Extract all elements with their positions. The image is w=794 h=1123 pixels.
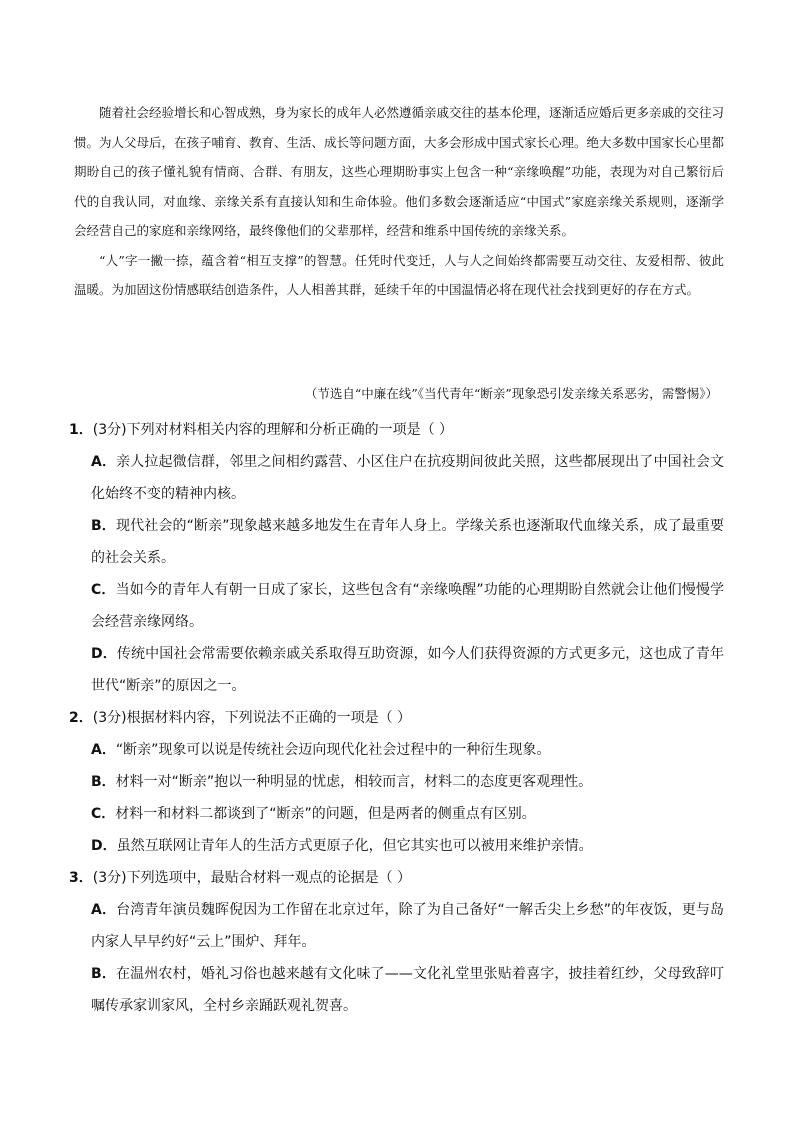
option-text: 虽然互联网让青年人的生活方式更原子化，但它其实也可以被用来维护亲情。 — [116, 838, 593, 854]
question-number: 3． — [69, 870, 93, 886]
option-c[interactable] — [69, 798, 724, 830]
option-text: 现代社会的“断亲”现象越来越多地发生在青年人身上。学缘关系也逐渐取代血缘关系，成了最重要的社会关系。 — [91, 518, 724, 566]
option-letter: C． — [91, 582, 116, 598]
option-text: 在温州农村，婚礼习俗也越来越有文化味了——文化礼堂里张贴着喜字，披挂着红纱，父母致辞叮嘱传承家训家风，全村乡亲踊跃观礼贺喜。 — [91, 966, 725, 1014]
question-text: (3分)下列对材料相关内容的理解和分析正确的一项是（ ） — [92, 422, 454, 438]
option-a[interactable] — [69, 734, 724, 766]
option-text: “断亲”现象可以说是传统社会迈向现代化社会过程中的一种衍生现象。 — [115, 742, 551, 758]
question-1 — [69, 414, 724, 702]
question-stem — [69, 862, 724, 894]
question-list — [69, 414, 724, 1022]
option-b[interactable] — [69, 766, 724, 798]
option-letter: A． — [91, 742, 116, 758]
question-text: (3分)下列选项中，最贴合材料一观点的论据是（ ） — [92, 870, 412, 886]
option-a[interactable] — [69, 446, 724, 510]
passage-source: （节选自“中廉在线”《当代青年“断亲”现象恐引发亲缘关系恶劣，需警惕》） — [304, 386, 718, 401]
option-text: 台湾青年演员魏晖倪因为工作留在北京过年，除了为自己备好“一解舌尖上乡愁”的年夜饭，更与岛内家人早早约好“云上”围炉、拜年。 — [91, 902, 724, 950]
option-c[interactable] — [69, 574, 724, 638]
option-b[interactable] — [69, 510, 724, 574]
question-stem — [69, 414, 724, 446]
option-d[interactable] — [69, 830, 724, 862]
option-text: 当如今的青年人有朝一日成了家长，这些包含有“亲缘唤醒”功能的心理期盼自然就会让他们慢慢学会经营亲缘网络。 — [91, 582, 724, 630]
option-text: 材料一和材料二都谈到了“断亲”的问题，但是两者的侧重点有区别。 — [115, 806, 536, 822]
option-letter: D． — [91, 646, 117, 662]
option-letter: D． — [91, 838, 117, 854]
question-3 — [69, 862, 724, 1022]
option-letter: A． — [91, 902, 117, 918]
option-b[interactable] — [69, 958, 724, 1022]
option-letter: B． — [91, 518, 116, 534]
option-d[interactable] — [69, 638, 724, 702]
passage-paragraph-2: “人”字一撇一捺，蕴含着“相互支撑”的智慧。任凭时代变迁，人与人之间始终都需要互动交往、友爱相帮、彼此温暖。为加固这份情感联结创造条件，人人相善其群，延续千年的中国温情必将在现代社会找到更好的存在方式。 — [74, 252, 724, 297]
option-letter: C． — [91, 806, 116, 822]
option-a[interactable] — [69, 894, 724, 958]
option-text: 亲人拉起微信群，邻里之间相约露营、小区住户在抗疫期间彼此关照，这些都展现出了中国社会文化始终不变的精神内核。 — [91, 454, 724, 502]
option-letter: B． — [91, 774, 116, 790]
option-text: 材料一对“断亲”抱以一种明显的忧虑，相较而言，材料二的态度更客观理性。 — [115, 774, 593, 790]
question-2 — [69, 702, 724, 862]
option-text: 传统中国社会常需要依赖亲戚关系取得互助资源，如今人们获得资源的方式更多元，这也成了青年世代“断亲”的原因之一。 — [91, 646, 725, 694]
reading-passage — [74, 98, 724, 305]
question-stem — [69, 702, 724, 734]
question-number: 2． — [69, 710, 93, 726]
question-text: (3分)根据材料内容，下列说法不正确的一项是（ ） — [92, 710, 412, 726]
option-letter: B． — [91, 966, 116, 982]
question-number: 1． — [69, 422, 93, 438]
option-letter: A． — [91, 454, 117, 470]
passage-paragraph-1: 随着社会经验增长和心智成熟，身为家长的成年人必然遵循亲戚交往的基本伦理，逐渐适应婚后更多亲戚的交往习惯。为人父母后，在孩子哺育、教育、生活、成长等问题方面，大多会形成中国式家长心理。绝大多数中国家长心里都期盼自己的孩子懂礼貌有情商、合群、有朋友，这些心理期盼事实上包含一种“亲缘唤醒”功能，表现为对自己繁衍后代的自我认同，对血缘、亲缘关系有直接认知和生命体验。他们多数会逐渐适应“中国式”家庭亲缘关系规则，逐渐学会经营自己的家庭和亲缘网络，最终像他们的父辈那样，经营和维系中国传统的亲缘关系。 — [74, 105, 725, 238]
